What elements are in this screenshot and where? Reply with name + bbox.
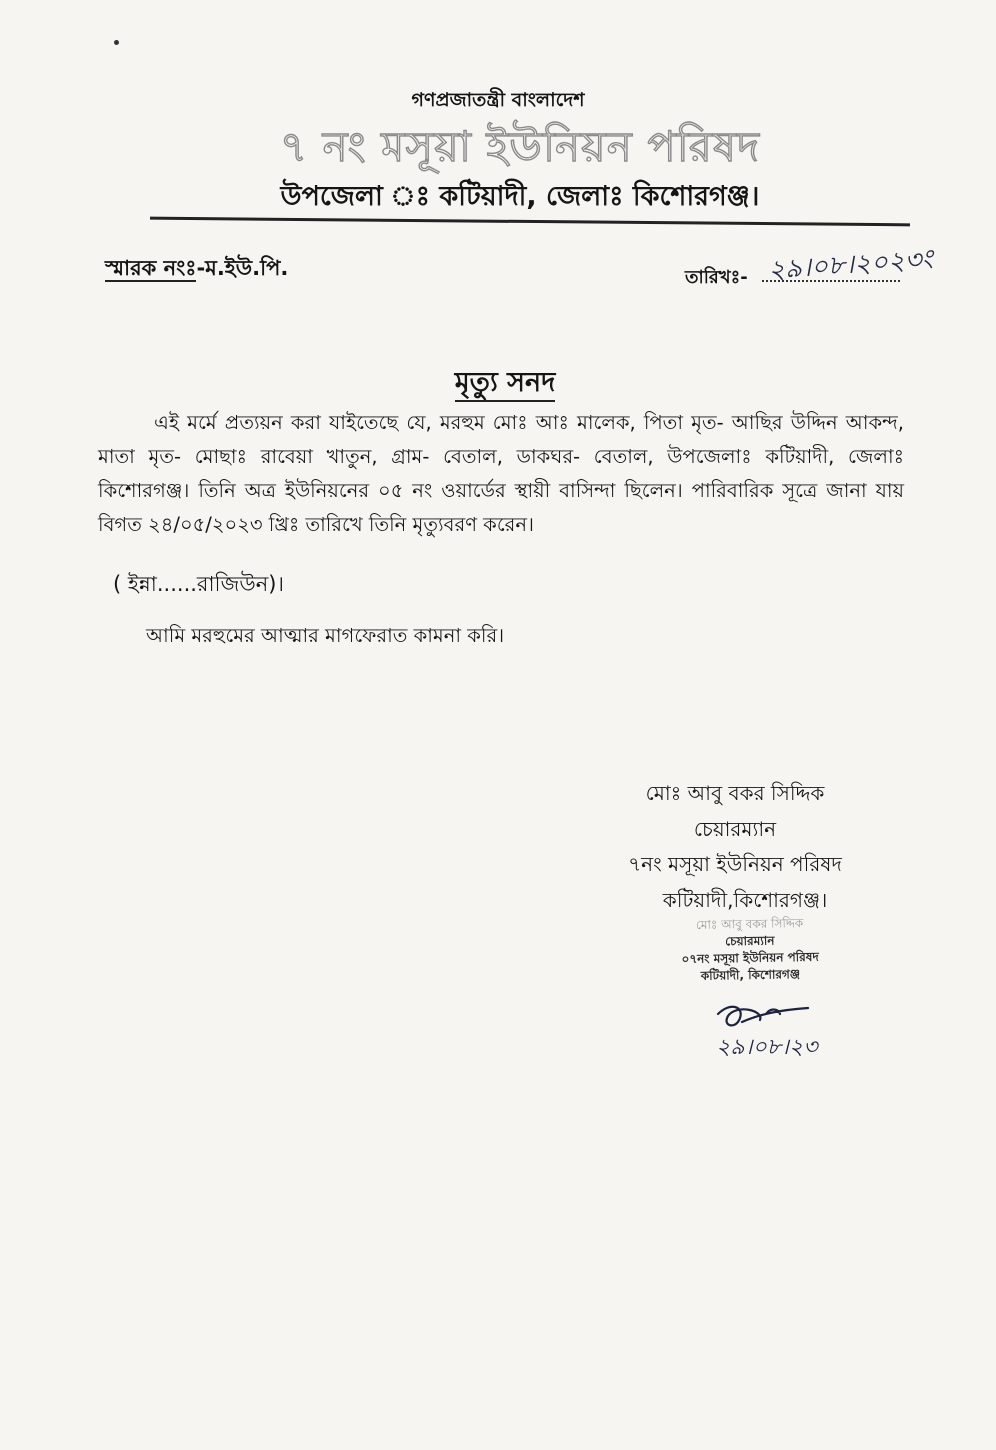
signatory-office: ৭নং মসূয়া ইউনিয়ন পরিষদ	[628, 852, 842, 876]
memo-label: স্মারক নং	[105, 256, 197, 280]
date-label: তারিখঃ-	[685, 267, 748, 288]
stamp-location: কটিয়াদী, কিশোরগঞ্জ	[700, 967, 801, 983]
government-heading: গণপ্রজাতন্ত্রী বাংলাদেশ	[411, 89, 585, 111]
inna-lillah-line: ( ইন্না......রাজিউন)।	[113, 572, 284, 596]
official-seal-stamp	[639, 914, 860, 986]
union-council-heading: ৭ নং মসূয়া ইউনিয়ন পরিষদ	[279, 122, 761, 171]
memo-number	[105, 252, 288, 287]
document-title-text: মৃত্যু সনদ	[455, 367, 556, 402]
signatory-designation: চেয়ারম্যান	[693, 816, 777, 841]
stamp-name: মোঃ আবু বকর সিদ্দিক	[695, 916, 804, 932]
document-title	[0, 362, 996, 407]
stamp-designation: চেয়ারম্যান	[725, 933, 775, 949]
signature-date: ২৯।০৮।২৩	[716, 1035, 818, 1060]
signature-block	[600, 776, 870, 918]
address-heading: উপজেলা ঃ কটিয়াদী, জেলাঃ কিশোরগঞ্জ।	[280, 181, 760, 212]
memo-value: ঃ-ম.ইউ.পি.	[196, 256, 289, 280]
stamp-office: ০৭নং মসূয়া ইউনিয়ন পরিষদ	[681, 949, 819, 967]
certificate-body: এই মর্মে প্রত্যয়ন করা যাইতেছে যে, মরহুম মোঃ আঃ মালেক, পিতা মৃত- আছির উদ্দিন আকন্দ, মাতা মৃত- মোছাঃ রাবেয়া খাতুন, গ্রাম- বেতাল, ডাকঘর- বেতাল, উপজেলাঃ কটিয়াদী, জেলাঃ কিশোরগঞ্জ। তিনি অত্র ইউনিয়নের ০৫ নং ওয়ার্ডের স্থায়ী বাসিন্দা ছিলেন। পারিবারিক সূত্রে জানা যায় বিগত ২৪/০৫/২০২৩ খ্রিঃ তারিখে তিনি মৃত্যুবরণ করেন।	[98, 411, 904, 536]
handwritten-date: ২৯।০৮।২০২৩ং	[767, 244, 934, 286]
signatory-location: কটিয়াদী,কিশোরগঞ্জ।	[662, 887, 828, 912]
handwritten-signature	[700, 996, 850, 1066]
signatory-name: মোঃ আবু বকর সিদ্দিক	[645, 781, 825, 805]
paper-speck	[114, 40, 119, 45]
prayer-line: আমি মরহুমের আত্মার মাগফেরাত কামনা করি।	[146, 624, 505, 647]
